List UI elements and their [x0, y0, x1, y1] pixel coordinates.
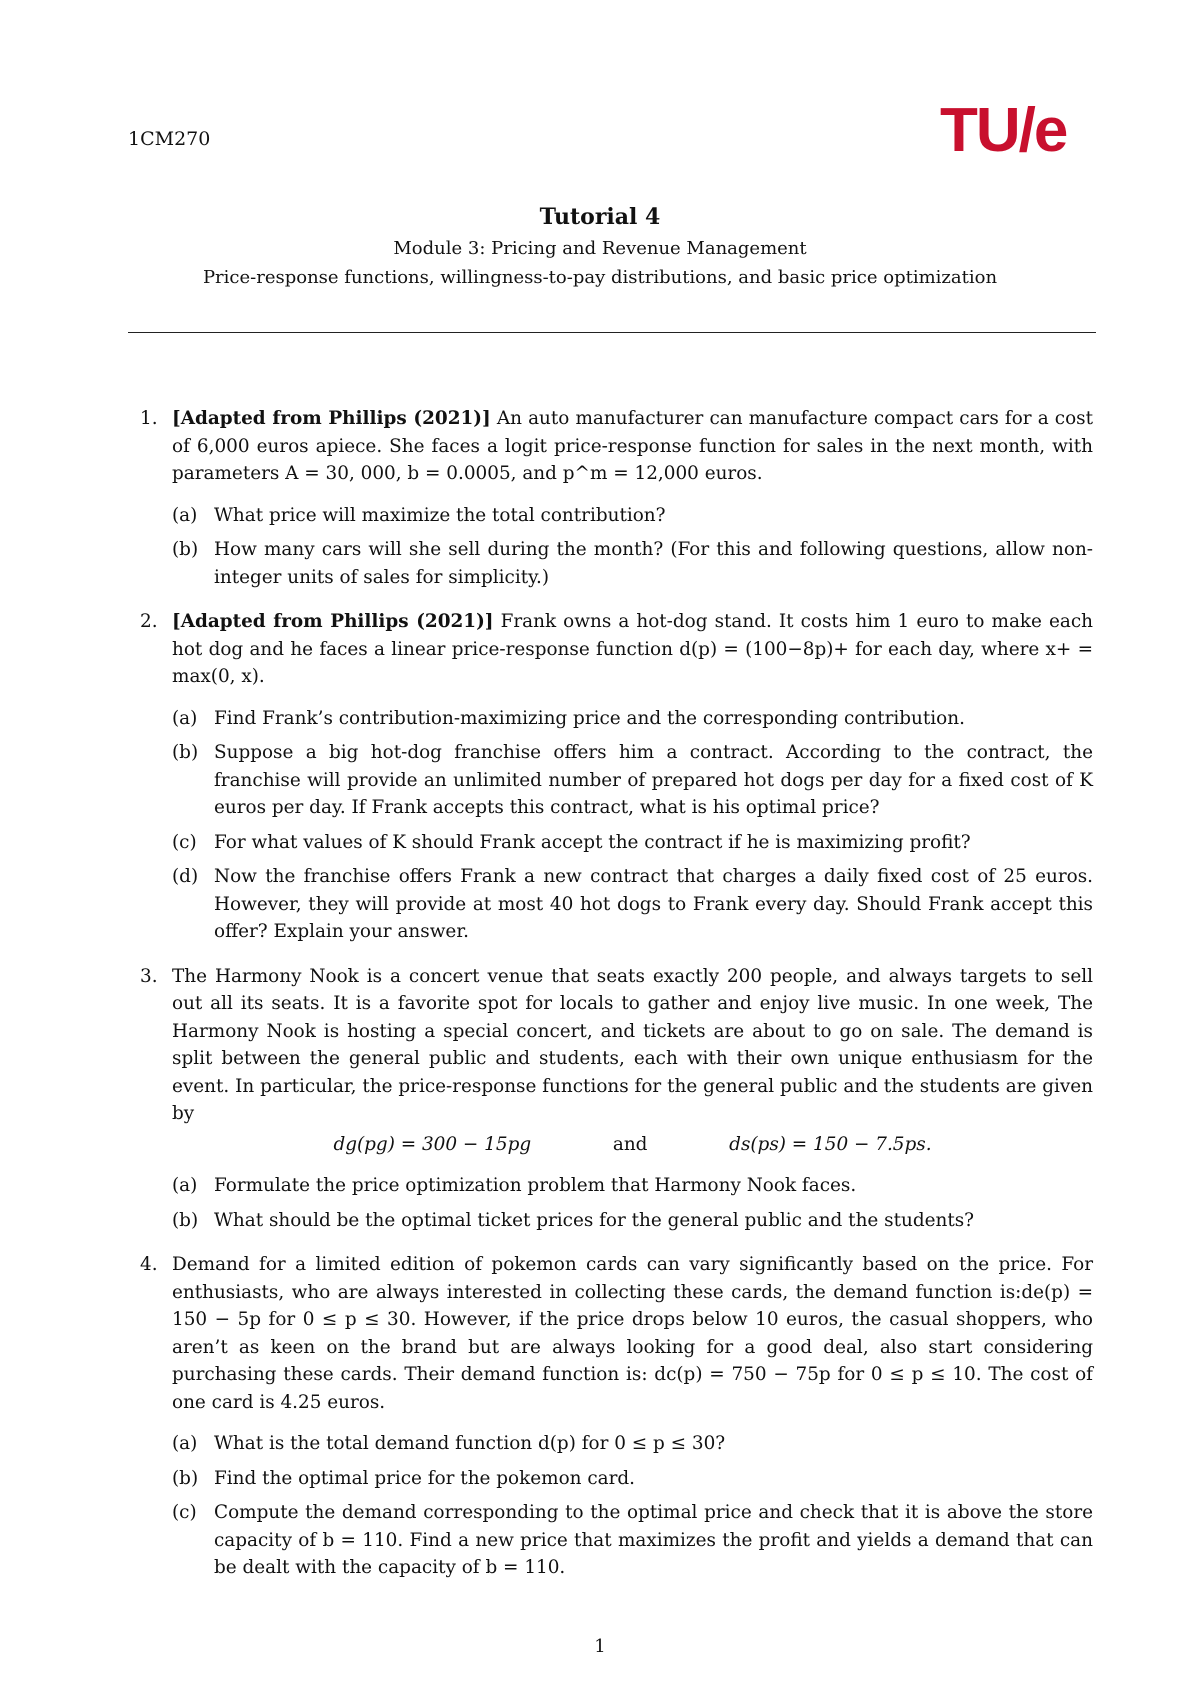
question-4: [140, 1251, 1093, 1582]
question-part: [172, 829, 1093, 857]
question-parts: [172, 1172, 1093, 1234]
part-text: Find the optimal price for the pokemon card.: [214, 1467, 636, 1489]
question-part: [172, 1172, 1093, 1200]
part-text: Formulate the price optimization problem that Harmony Nook faces.: [214, 1175, 857, 1196]
question-part: [172, 1465, 1093, 1493]
part-text: Suppose a big hot-dog franchise offers him a contract. According to the contract, the franchise will provide an unlimited number of prepared hot dogs per day for a fixed cost of K euros per day. If Frank accepts this contract, what is his optimal price?: [214, 742, 1093, 818]
part-text: Now the franchise offers Frank a new contract that charges a daily fixed cost of 25 euros. However, they will provide at most 40 hot dogs to Frank every day. Should Frank accept this offer? Explain your answer.: [214, 866, 1093, 942]
question-part: [172, 705, 1093, 733]
question-body: Demand for a limited edition of pokemon cards can vary significantly based on the price. For enthusiasts, who are always interested in collecting these cards, the demand function is:de(p) = 150 − 5p for 0 ≤ p ≤ 30. However, if the price drops below 10 euros, the casual shoppers, who aren’t as keen on the brand but are always looking for a good deal, also start considering purchasing these cards. Their demand function is: dc(p) = 750 − 75p for 0 ≤ p ≤ 10. The cost of one card is 4.25 euros.: [172, 1254, 1093, 1413]
question-part: [172, 536, 1093, 591]
document-header: [0, 204, 1200, 288]
part-text: Find Frank’s contribution-maximizing price and the corresponding contribution.: [214, 707, 965, 729]
tue-logo: TU/e: [940, 96, 1067, 165]
question-parts: [172, 1430, 1093, 1582]
part-text: How many cars will she sell during the month? (For this and following questions, allow non-integer units of sales for simplicity.): [214, 539, 1093, 588]
question-number: 1.: [140, 408, 158, 429]
question-part: [172, 863, 1093, 946]
question-text: [172, 1251, 1093, 1416]
question-3: [140, 963, 1093, 1235]
header-divider: [128, 332, 1096, 333]
part-label: (b): [172, 1467, 199, 1489]
part-label: (c): [172, 1502, 197, 1523]
question-body: The Harmony Nook is a concert venue that seats exactly 200 people, and always targets to sell out all its seats. It is a favorite spot for locals to gather and enjoy live music. In one week, The Harmony Nook is hosting a special concert, and tickets are about to go on sale. The demand is split between the general public and students, each with their own unique enthusiasm for the event. In particular, the price-response functions for the general public and the students are given by: [172, 965, 1093, 1124]
equation-left: dg(pg) = 300 − 15pg: [333, 1133, 532, 1155]
question-parts: [172, 502, 1093, 592]
part-label: (b): [172, 1209, 199, 1231]
part-text: For what values of K should Frank accept the contract if he is maximizing profit?: [214, 831, 971, 853]
part-label: (d): [172, 866, 199, 887]
part-text: Compute the demand corresponding to the optimal price and check that it is above the store capacity of b = 110. Find a new price that maximizes the profit and yields a demand that can be dealt with the capacity of b = 110.: [214, 1502, 1093, 1578]
question-part: [172, 1207, 1093, 1235]
question-list: [140, 405, 1093, 1599]
part-label: (a): [172, 707, 198, 729]
part-label: (a): [172, 1175, 198, 1196]
part-label: (c): [172, 831, 197, 853]
page-subtitle: Module 3: Pricing and Revenue Management: [393, 238, 807, 259]
part-text: What should be the optimal ticket prices for the general public and the students?: [214, 1209, 975, 1231]
question-text: [172, 405, 1093, 488]
part-label: (b): [172, 539, 199, 560]
equation-right: ds(ps) = 150 − 7.5ps.: [729, 1133, 932, 1155]
part-label: (a): [172, 504, 198, 526]
part-text: What price will maximize the total contribution?: [214, 504, 666, 526]
course-code: 1CM270: [128, 128, 211, 150]
question-text: [172, 963, 1093, 1128]
question-source: [Adapted from Phillips (2021)]: [172, 611, 494, 632]
page-topic: Price-response functions, willingness-to-pay distributions, and basic price optimization: [202, 267, 998, 288]
question-source: [Adapted from Phillips (2021)]: [172, 408, 491, 429]
question-number: 3.: [140, 965, 158, 987]
demand-equation: [172, 1131, 1093, 1159]
question-number: 4.: [140, 1254, 158, 1275]
question-part: [172, 502, 1093, 530]
question-part: [172, 1430, 1093, 1458]
part-label: (a): [172, 1433, 198, 1454]
question-body: Frank owns a hot-dog stand. It costs him 1 euro to make each hot dog and he faces a linear price-response function d(p) = (100−8p)+ for each day, where x+ = max(0, x).: [172, 611, 1093, 687]
part-label: (b): [172, 742, 199, 763]
part-text: What is the total demand function d(p) for 0 ≤ p ≤ 30?: [214, 1433, 726, 1454]
question-number: 2.: [140, 611, 158, 632]
page-title: Tutorial 4: [539, 204, 661, 230]
question-parts: [172, 705, 1093, 946]
question-part: [172, 1499, 1093, 1582]
question-1: [140, 405, 1093, 591]
question-body: An auto manufacturer can manufacture compact cars for a cost of 6,000 euros apiece. She faces a logit price-response function for sales in the next month, with parameters A = 30, 000, b = 0.0005, and p^m = 12,000 euros.: [172, 408, 1093, 484]
equation-connector: and: [612, 1133, 648, 1155]
question-2: [140, 608, 1093, 946]
question-part: [172, 739, 1093, 822]
question-text: [172, 608, 1093, 691]
page-number: 1: [594, 1636, 606, 1657]
